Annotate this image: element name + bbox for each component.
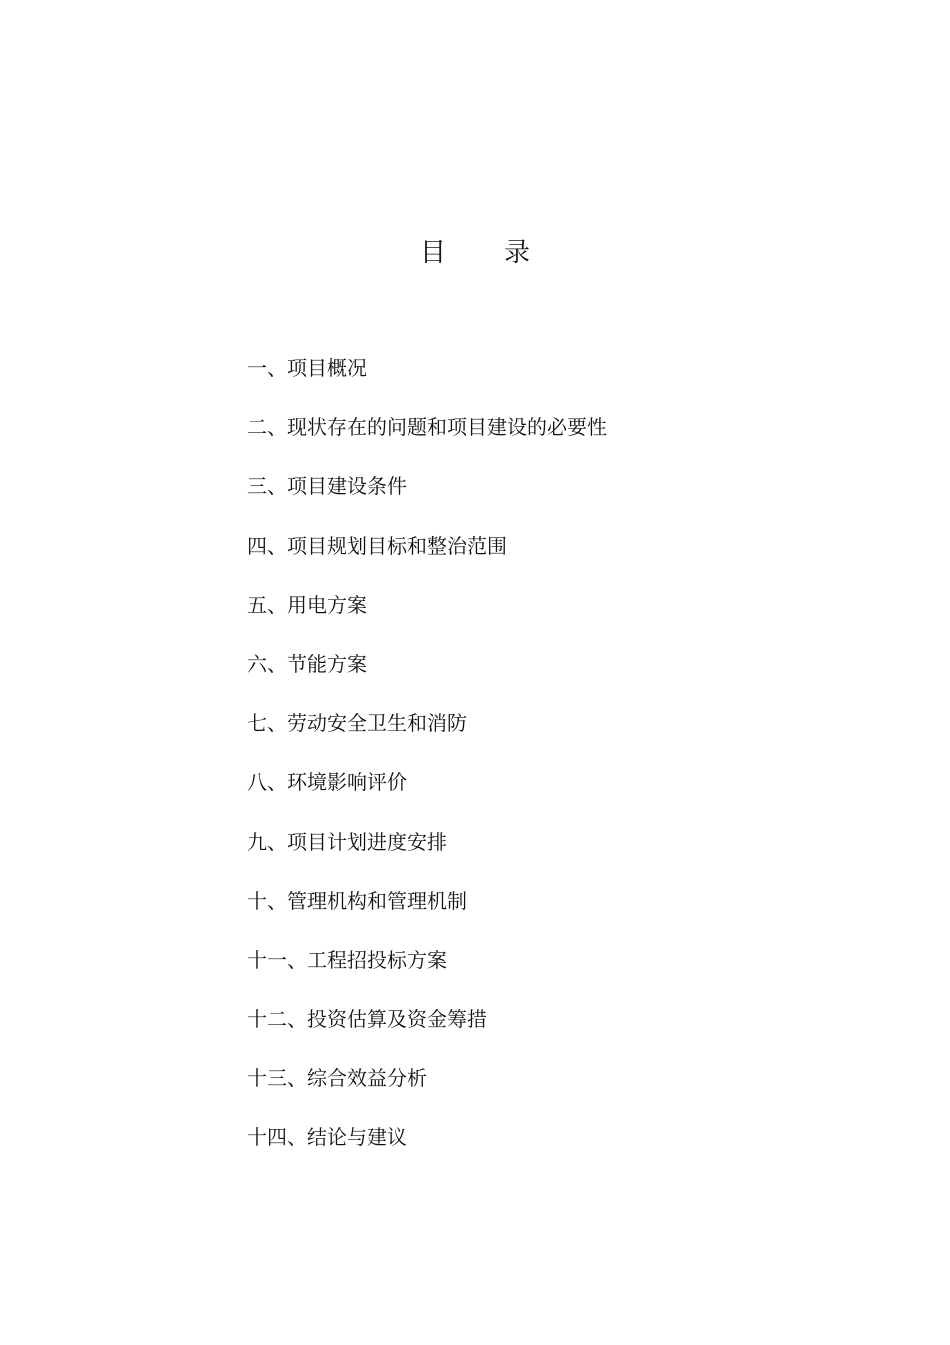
toc-item: 十一、工程招投标方案 [247, 947, 447, 972]
toc-item: 十二、投资估算及资金筹措 [247, 1007, 487, 1032]
toc-item: 十、管理机构和管理机制 [247, 888, 467, 913]
toc-item: 十三、综合效益分析 [247, 1066, 427, 1091]
table-of-contents [247, 352, 607, 1181]
toc-item: 七、劳动安全卫生和消防 [247, 711, 467, 736]
toc-item: 一、项目概况 [247, 356, 367, 380]
toc-item: 八、环境影响评价 [247, 770, 407, 795]
title-char-1: 目 [419, 238, 446, 268]
toc-item: 五、用电方案 [247, 592, 367, 617]
toc-item: 三、项目建设条件 [247, 474, 407, 499]
toc-item: 二、现状存在的问题和项目建设的必要性 [247, 415, 607, 440]
toc-item: 十四、结论与建议 [247, 1125, 407, 1150]
toc-item: 六、节能方案 [247, 651, 367, 676]
page-title [0, 233, 950, 273]
toc-item: 九、项目计划进度安排 [247, 829, 447, 854]
toc-item: 四、项目规划目标和整治范围 [247, 533, 507, 558]
title-char-2: 录 [504, 238, 531, 268]
